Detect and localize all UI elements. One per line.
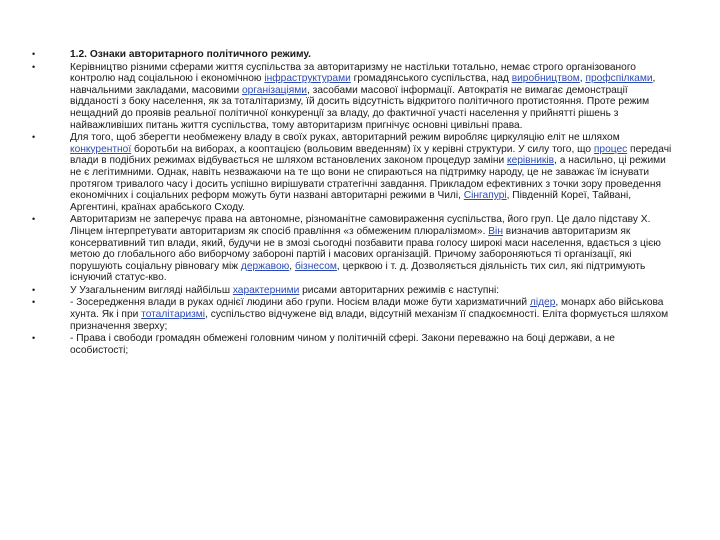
inline-link[interactable]: виробництвом [511, 73, 580, 85]
text-run: У Узагальненим вигляді найбільш [70, 284, 233, 296]
text-run: 1.2. Ознаки авторитарного політичного режиму. [70, 49, 311, 60]
text-run: боротьби на виборах, а кооптацією (вольовим введенням) їх у керівні структури. У силу того, що [131, 143, 594, 155]
bullet-paragraph [70, 214, 661, 283]
bullet-dot-icon: • [32, 49, 36, 59]
bullet-paragraph [70, 333, 615, 356]
inline-link[interactable]: лідер [529, 297, 556, 309]
inline-link[interactable]: бізнесом [294, 260, 337, 272]
bullet-item [26, 297, 674, 332]
text-run: передачі влади в подібних режимах відбувається не шляхом встановлених законом процедур заміни [70, 143, 672, 167]
inline-link[interactable]: тоталітаризмі [141, 309, 206, 321]
text-run: , монарх або військова хунта. Як і при [70, 297, 664, 321]
text-run: , суспільство відчужене від влади, відсутній механізм її спадкоємності. Еліта формується шляхом призначення зверху; [70, 309, 669, 332]
text-run: , [579, 73, 586, 85]
text-run: , церквою і т. д. Дозволяється діяльність тих сил, які підтримують існуючий статус-кво. [70, 260, 646, 284]
slide-content [26, 49, 674, 357]
text-run: визначив авторитаризм як консервативний тип влади, який, будучи не в змозі сьогодні позбавити права голосу широкі маси населення, вдається з цією метою до глобального або виборчому забороні партій і масових організацій. Причому забороняються ті організації, які порушують соціальну рівновагу між [70, 225, 661, 272]
text-run: , [289, 260, 295, 272]
bullet-dot-icon: • [32, 284, 36, 295]
bullet-item [26, 49, 674, 61]
inline-link[interactable]: Він [488, 225, 503, 237]
bullet-paragraph [70, 132, 671, 213]
bullet-list [26, 49, 674, 356]
inline-link[interactable]: керівників [507, 155, 555, 167]
text-run: Авторитаризм не заперечує права на автономне, різноманітне самовираження суспільства, його груп. Це дало підставу Х. Лінцем інтерпретувати авторитаризм як спосіб правління «з обмеженим плюралізмом». [70, 214, 651, 237]
inline-link[interactable]: конкурентної [70, 143, 132, 155]
text-run: , а насильно, ці режими не є легітимними. Однак, навіть незважаючи на те що вони не спираються на підтримку народу, це не заважає їм існувати протягом тривалого часу і досить успішно вирішувати стратегічні завдання. Прикладом ефективних з точки зору проведення економічних і соціальних реформ можуть бути названі авторитарні режими в Чилі, [70, 155, 666, 202]
bullet-dot-icon: • [32, 61, 36, 72]
bullet-item [26, 132, 674, 213]
bullet-dot-icon: • [32, 132, 36, 143]
text-run: , Південній Кореї, Тайвані, Аргентині, країнах арабського Сходу. [70, 190, 632, 213]
text-run: - Зосередження влади в руках однієї людини або групи. Носієм влади може бути харизматичний [70, 297, 530, 309]
bullet-dot-icon: • [32, 214, 36, 225]
inline-link[interactable]: Сінгапурі [463, 190, 507, 202]
text-run: Керівництво різними сферами життя суспільства за авторитаризму не настільки тотально, немає строго організованого контролю над соціальною і економічною [70, 61, 636, 85]
text-run: рисами авторитарних режимів є наступні: [299, 284, 500, 296]
inline-link[interactable]: інфраструктурами [264, 73, 351, 85]
bullet-item [26, 62, 674, 132]
bullet-dot-icon: • [32, 297, 36, 308]
inline-link[interactable]: процес [593, 143, 628, 155]
bullet-paragraph [70, 297, 668, 331]
bullet-item [26, 285, 674, 297]
inline-link[interactable]: характерними [232, 284, 300, 296]
text-run: , засобами масової інформації. Автократія не вимагає демонстрації відданості з боку населення, як за тоталітаризму, їй досить відсутність відкритого політичного протистояння. Проте режим нещадний до проявів реальної політичної конкуренції за владу, до фактичної участі населення у прийнятті рішень з найважливіших питань життя суспільства, тому авторитаризм пригнічує основні цивільні права. [70, 84, 650, 131]
bullet-item [26, 214, 674, 284]
inline-link[interactable]: державою [240, 260, 290, 272]
bullet-item [26, 333, 674, 356]
text-run: громадянського суспільства, над [350, 73, 512, 85]
text-run: - Права і свободи громадян обмежені головним чином у політичній сфері. Закони переважно на боці держави, а не особистості; [70, 333, 615, 356]
text-run: Для того, щоб зберегти необмежену владу в своїх руках, авторитарний режим виробляє циркуляцію еліт не шляхом [70, 132, 620, 144]
text-run: , навчальними закладами, масовими [70, 73, 656, 96]
inline-link[interactable]: організаціями [241, 84, 307, 96]
bullet-dot-icon: • [32, 333, 36, 344]
inline-link[interactable]: профспілками [585, 73, 653, 85]
bullet-paragraph [70, 62, 655, 131]
section-title [70, 49, 311, 60]
bullet-paragraph [70, 285, 499, 296]
